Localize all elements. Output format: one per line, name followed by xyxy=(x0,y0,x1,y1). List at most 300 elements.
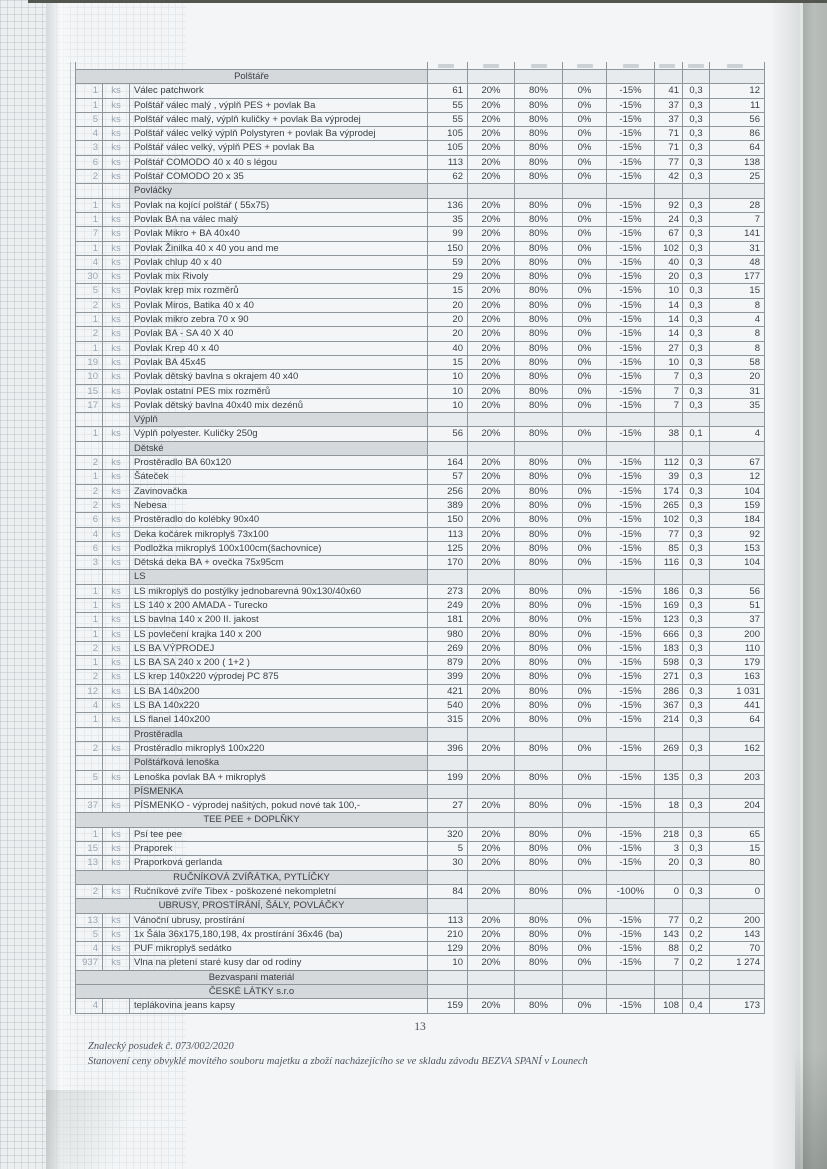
table-row xyxy=(75,327,765,341)
appraisal-table xyxy=(75,62,765,1014)
value-cell: 0% xyxy=(563,742,607,756)
value-cell: 20% xyxy=(468,699,515,713)
empty-cell xyxy=(655,413,683,427)
value-cell: 71 xyxy=(655,141,683,155)
unit-cell: ks xyxy=(103,99,130,113)
description-cell: Povlak BA na válec malý xyxy=(130,213,428,227)
value-cell: 0 xyxy=(655,885,683,899)
value-cell: 0% xyxy=(563,427,607,441)
value-cell: -15% xyxy=(607,242,655,256)
value-cell: 80% xyxy=(515,513,563,527)
value-cell: 200 xyxy=(710,914,765,928)
value-cell: 0% xyxy=(563,127,607,141)
value-cell: 183 xyxy=(655,642,683,656)
table-row xyxy=(75,928,765,942)
value-cell: 80% xyxy=(515,685,563,699)
empty-cell xyxy=(428,899,468,913)
value-cell: -15% xyxy=(607,199,655,213)
description-cell: Povlak mix Rivoly xyxy=(130,270,428,284)
unit-cell: ks xyxy=(103,742,130,756)
quantity-cell xyxy=(75,413,103,427)
value-cell: 37 xyxy=(655,99,683,113)
value-cell: 80% xyxy=(515,842,563,856)
empty-cell xyxy=(683,785,710,799)
quantity-cell: 2 xyxy=(75,299,103,313)
unit-cell: ks xyxy=(103,270,130,284)
value-cell: 0% xyxy=(563,713,607,727)
empty-cell xyxy=(683,899,710,913)
clipped-cell xyxy=(468,62,515,70)
value-cell: 0% xyxy=(563,170,607,184)
value-cell: 0,3 xyxy=(683,170,710,184)
empty-cell xyxy=(468,785,515,799)
value-cell: 113 xyxy=(428,528,468,542)
description-cell: Prostěradlo mikroplyš 100x220 xyxy=(130,742,428,756)
value-cell: -15% xyxy=(607,327,655,341)
value-cell: 0,3 xyxy=(683,842,710,856)
value-cell: 80% xyxy=(515,342,563,356)
value-cell: 163 xyxy=(710,670,765,684)
faded-text-mark xyxy=(659,64,675,68)
description-cell: Polštář válec malý, výplň kuličky + povlak Ba výprodej xyxy=(130,113,428,127)
value-cell: 4 xyxy=(710,313,765,327)
empty-cell xyxy=(683,871,710,885)
table-row xyxy=(75,227,765,241)
value-cell: 0,3 xyxy=(683,342,710,356)
unit-cell: ks xyxy=(103,956,130,970)
faded-text-mark xyxy=(483,64,499,68)
value-cell: 20% xyxy=(468,227,515,241)
section-row xyxy=(75,985,765,999)
value-cell: 0,3 xyxy=(683,828,710,842)
empty-cell xyxy=(468,728,515,742)
value-cell: 129 xyxy=(428,942,468,956)
value-cell: -15% xyxy=(607,456,655,470)
value-cell: 80% xyxy=(515,385,563,399)
value-cell: 210 xyxy=(428,928,468,942)
section-row xyxy=(75,971,765,985)
value-cell: 0,3 xyxy=(683,213,710,227)
description-cell: Povlak Mikro + BA 40x40 xyxy=(130,227,428,241)
value-cell: 37 xyxy=(710,613,765,627)
unit-cell: ks xyxy=(103,828,130,842)
value-cell: 0,3 xyxy=(683,299,710,313)
value-cell: 8 xyxy=(710,299,765,313)
unit-cell: ks xyxy=(103,170,130,184)
empty-cell xyxy=(428,728,468,742)
value-cell: 14 xyxy=(655,299,683,313)
value-cell: 0,3 xyxy=(683,499,710,513)
unit-cell: ks xyxy=(103,642,130,656)
empty-cell xyxy=(428,570,468,584)
section-row xyxy=(75,871,765,885)
empty-cell xyxy=(710,971,765,985)
section-label-cell: ČESKÉ LÁTKY s.r.o xyxy=(75,985,428,999)
value-cell: 20% xyxy=(468,113,515,127)
value-cell: -15% xyxy=(607,141,655,155)
scan-top-edge xyxy=(28,0,827,3)
quantity-cell xyxy=(75,442,103,456)
value-cell: 80% xyxy=(515,670,563,684)
value-cell: -15% xyxy=(607,356,655,370)
value-cell: 20% xyxy=(468,613,515,627)
value-cell: 0,3 xyxy=(683,370,710,384)
empty-cell xyxy=(655,813,683,827)
description-cell: Nebesa xyxy=(130,499,428,513)
quantity-cell xyxy=(75,184,103,198)
section-label-cell: Prostěradla xyxy=(130,728,428,742)
quantity-cell: 1 xyxy=(75,470,103,484)
value-cell: 0% xyxy=(563,456,607,470)
unit-cell: ks xyxy=(103,685,130,699)
value-cell: 15 xyxy=(428,356,468,370)
quantity-cell: 4 xyxy=(75,256,103,270)
quantity-cell: 1 xyxy=(75,427,103,441)
table-row xyxy=(75,599,765,613)
quantity-cell: 12 xyxy=(75,685,103,699)
value-cell: 31 xyxy=(710,385,765,399)
empty-cell xyxy=(515,985,563,999)
value-cell: 0,3 xyxy=(683,84,710,98)
unit-cell: ks xyxy=(103,799,130,813)
unit-cell: ks xyxy=(103,713,130,727)
value-cell: 20% xyxy=(468,141,515,155)
value-cell: 0% xyxy=(563,613,607,627)
value-cell: -15% xyxy=(607,914,655,928)
value-cell: 0% xyxy=(563,399,607,413)
value-cell: 141 xyxy=(710,227,765,241)
value-cell: 0,3 xyxy=(683,156,710,170)
value-cell: 20% xyxy=(468,485,515,499)
value-cell: 80% xyxy=(515,170,563,184)
value-cell: 0,3 xyxy=(683,141,710,155)
value-cell: 0% xyxy=(563,670,607,684)
description-cell: LS BA 140x220 xyxy=(130,699,428,713)
value-cell: 20% xyxy=(468,199,515,213)
quantity-cell: 2 xyxy=(75,499,103,513)
value-cell: 80% xyxy=(515,84,563,98)
unit-cell: ks xyxy=(103,470,130,484)
value-cell: 0,3 xyxy=(683,113,710,127)
value-cell: 20% xyxy=(468,256,515,270)
value-cell: 320 xyxy=(428,828,468,842)
quantity-cell: 1 xyxy=(75,342,103,356)
value-cell: 0,3 xyxy=(683,127,710,141)
value-cell: 0% xyxy=(563,385,607,399)
unit-cell: ks xyxy=(103,242,130,256)
value-cell: -15% xyxy=(607,742,655,756)
value-cell: 0,3 xyxy=(683,199,710,213)
section-row xyxy=(75,813,765,827)
value-cell: -15% xyxy=(607,670,655,684)
quantity-cell xyxy=(75,785,103,799)
value-cell: -15% xyxy=(607,771,655,785)
value-cell: 20% xyxy=(468,270,515,284)
empty-cell xyxy=(607,785,655,799)
value-cell: 20% xyxy=(468,499,515,513)
empty-cell xyxy=(428,413,468,427)
table-row xyxy=(75,742,765,756)
quantity-cell: 6 xyxy=(75,513,103,527)
unit-cell: ks xyxy=(103,656,130,670)
value-cell: 0% xyxy=(563,542,607,556)
value-cell: 0% xyxy=(563,642,607,656)
value-cell: 10 xyxy=(428,370,468,384)
unit-cell: ks xyxy=(103,370,130,384)
quantity-cell: 13 xyxy=(75,856,103,870)
value-cell: 540 xyxy=(428,699,468,713)
value-cell: 80% xyxy=(515,742,563,756)
value-cell: 0,3 xyxy=(683,256,710,270)
value-cell: 135 xyxy=(655,771,683,785)
table-row xyxy=(75,485,765,499)
value-cell: 80% xyxy=(515,556,563,570)
value-cell: 80% xyxy=(515,856,563,870)
quantity-cell: 5 xyxy=(75,928,103,942)
value-cell: 389 xyxy=(428,499,468,513)
empty-cell xyxy=(683,813,710,827)
empty-cell xyxy=(515,442,563,456)
description-cell: Polštář válec velký výplň Polystyren + povlak Ba výprodej xyxy=(130,127,428,141)
empty-cell xyxy=(563,813,607,827)
value-cell: 153 xyxy=(710,542,765,556)
value-cell: 15 xyxy=(710,842,765,856)
unit-cell: ks xyxy=(103,842,130,856)
value-cell: -15% xyxy=(607,513,655,527)
corner-shadow xyxy=(795,1050,827,1169)
value-cell: 30 xyxy=(428,856,468,870)
quantity-cell: 4 xyxy=(75,127,103,141)
value-cell: 80% xyxy=(515,99,563,113)
value-cell: 0% xyxy=(563,342,607,356)
quantity-cell: 5 xyxy=(75,771,103,785)
value-cell: 10 xyxy=(428,956,468,970)
description-cell: Povlak Miros, Batika 40 x 40 xyxy=(130,299,428,313)
value-cell: 20% xyxy=(468,685,515,699)
value-cell: 0% xyxy=(563,856,607,870)
section-row xyxy=(75,899,765,913)
value-cell: 20% xyxy=(468,170,515,184)
value-cell: 0,3 xyxy=(683,284,710,298)
value-cell: 0% xyxy=(563,242,607,256)
section-row xyxy=(75,785,765,799)
empty-cell xyxy=(468,985,515,999)
clipped-cell xyxy=(655,62,683,70)
value-cell: 116 xyxy=(655,556,683,570)
value-cell: 65 xyxy=(710,828,765,842)
clipped-cell xyxy=(428,62,468,70)
value-cell: 80% xyxy=(515,156,563,170)
value-cell: 37 xyxy=(655,113,683,127)
value-cell: 11 xyxy=(710,99,765,113)
value-cell: 86 xyxy=(710,127,765,141)
value-cell: 0,3 xyxy=(683,685,710,699)
value-cell: 20 xyxy=(428,313,468,327)
unit-cell: ks xyxy=(103,856,130,870)
empty-cell xyxy=(515,899,563,913)
empty-cell xyxy=(468,899,515,913)
value-cell: 80% xyxy=(515,313,563,327)
value-cell: -15% xyxy=(607,256,655,270)
value-cell: 0,3 xyxy=(683,742,710,756)
table-row xyxy=(75,170,765,184)
empty-cell xyxy=(607,756,655,770)
empty-cell xyxy=(655,871,683,885)
table-row xyxy=(75,513,765,527)
unit-cell xyxy=(103,728,130,742)
description-cell: Povlak na kojící polštář ( 55x75) xyxy=(130,199,428,213)
value-cell: 20% xyxy=(468,470,515,484)
value-cell: 123 xyxy=(655,613,683,627)
value-cell: 80% xyxy=(515,628,563,642)
description-cell: Šáteček xyxy=(130,470,428,484)
empty-cell xyxy=(710,413,765,427)
description-cell: Podložka mikroplyš 100x100cm(šachovnice) xyxy=(130,542,428,556)
value-cell: 80% xyxy=(515,256,563,270)
value-cell: 61 xyxy=(428,84,468,98)
value-cell: 20% xyxy=(468,342,515,356)
table-row xyxy=(75,699,765,713)
unit-cell: ks xyxy=(103,456,130,470)
value-cell: 20% xyxy=(468,84,515,98)
value-cell: -15% xyxy=(607,856,655,870)
value-cell: 35 xyxy=(710,399,765,413)
value-cell: 0,3 xyxy=(683,470,710,484)
table-row xyxy=(75,456,765,470)
description-cell: Deka kočárek mikroplyš 73x100 xyxy=(130,528,428,542)
value-cell: 162 xyxy=(710,742,765,756)
empty-cell xyxy=(428,184,468,198)
table-row xyxy=(75,127,765,141)
value-cell: 20% xyxy=(468,299,515,313)
value-cell: 0,3 xyxy=(683,599,710,613)
value-cell: 0,3 xyxy=(683,313,710,327)
value-cell: 77 xyxy=(655,156,683,170)
value-cell: 71 xyxy=(655,127,683,141)
section-row xyxy=(75,570,765,584)
empty-cell xyxy=(563,785,607,799)
value-cell: -15% xyxy=(607,399,655,413)
value-cell: 20 xyxy=(710,370,765,384)
empty-cell xyxy=(607,570,655,584)
description-cell: Polštář válec velký, výplň PES + povlak Ba xyxy=(130,141,428,155)
unit-cell: ks xyxy=(103,84,130,98)
table-row xyxy=(75,156,765,170)
value-cell: -15% xyxy=(607,628,655,642)
value-cell: -15% xyxy=(607,156,655,170)
value-cell: 0,3 xyxy=(683,399,710,413)
value-cell: 20% xyxy=(468,828,515,842)
faded-text-mark xyxy=(688,64,704,68)
value-cell: 80% xyxy=(515,327,563,341)
table-row xyxy=(75,84,765,98)
page-number: 13 xyxy=(414,1021,426,1033)
empty-cell xyxy=(607,813,655,827)
table-row xyxy=(75,113,765,127)
value-cell: 80% xyxy=(515,542,563,556)
value-cell: -15% xyxy=(607,385,655,399)
unit-cell: ks xyxy=(103,670,130,684)
value-cell: 0,3 xyxy=(683,385,710,399)
value-cell: -15% xyxy=(607,528,655,542)
value-cell: 20% xyxy=(468,914,515,928)
value-cell: 31 xyxy=(710,242,765,256)
empty-cell xyxy=(655,442,683,456)
empty-cell xyxy=(515,70,563,84)
value-cell: 0% xyxy=(563,256,607,270)
value-cell: 170 xyxy=(428,556,468,570)
value-cell: 80% xyxy=(515,642,563,656)
empty-cell xyxy=(563,570,607,584)
value-cell: 64 xyxy=(710,141,765,155)
empty-cell xyxy=(710,184,765,198)
value-cell: 12 xyxy=(710,84,765,98)
unit-cell: ks xyxy=(103,427,130,441)
value-cell: 0,3 xyxy=(683,556,710,570)
empty-cell xyxy=(710,70,765,84)
quantity-cell: 2 xyxy=(75,670,103,684)
value-cell: 80% xyxy=(515,956,563,970)
value-cell: 80% xyxy=(515,528,563,542)
quantity-cell: 2 xyxy=(75,642,103,656)
unit-cell: ks xyxy=(103,327,130,341)
description-cell: LS 140 x 200 AMADA - Turecko xyxy=(130,599,428,613)
value-cell: -15% xyxy=(607,370,655,384)
unit-cell xyxy=(103,570,130,584)
value-cell: -15% xyxy=(607,799,655,813)
value-cell: 0% xyxy=(563,499,607,513)
value-cell: 102 xyxy=(655,242,683,256)
description-cell: Psí tee pee xyxy=(130,828,428,842)
table-row xyxy=(75,885,765,899)
description-cell: Povlak Žinilka 40 x 40 you and me xyxy=(130,242,428,256)
table-row xyxy=(75,385,765,399)
value-cell: 0% xyxy=(563,842,607,856)
empty-cell xyxy=(515,413,563,427)
table-row xyxy=(75,828,765,842)
value-cell: 84 xyxy=(428,885,468,899)
value-cell: 0% xyxy=(563,585,607,599)
value-cell: 20% xyxy=(468,99,515,113)
table-row xyxy=(75,399,765,413)
value-cell: 10 xyxy=(428,399,468,413)
value-cell: 0% xyxy=(563,528,607,542)
value-cell: 80% xyxy=(515,485,563,499)
value-cell: -15% xyxy=(607,956,655,970)
value-cell: -15% xyxy=(607,699,655,713)
value-cell: 186 xyxy=(655,585,683,599)
value-cell: 0% xyxy=(563,928,607,942)
value-cell: 159 xyxy=(428,999,468,1013)
unit-cell: ks xyxy=(103,485,130,499)
empty-cell xyxy=(563,899,607,913)
description-cell: Vlna na pletení staré kusy dar od rodiny xyxy=(130,956,428,970)
value-cell: 0% xyxy=(563,313,607,327)
quantity-cell: 2 xyxy=(75,742,103,756)
value-cell: 99 xyxy=(428,227,468,241)
value-cell: 0% xyxy=(563,999,607,1013)
table-row xyxy=(75,370,765,384)
value-cell: 20% xyxy=(468,585,515,599)
value-cell: 80% xyxy=(515,828,563,842)
value-cell: 0,3 xyxy=(683,528,710,542)
empty-cell xyxy=(683,570,710,584)
quantity-cell xyxy=(75,756,103,770)
value-cell: -15% xyxy=(607,270,655,284)
empty-cell xyxy=(607,70,655,84)
unit-cell: ks xyxy=(103,528,130,542)
value-cell: 0,3 xyxy=(683,356,710,370)
